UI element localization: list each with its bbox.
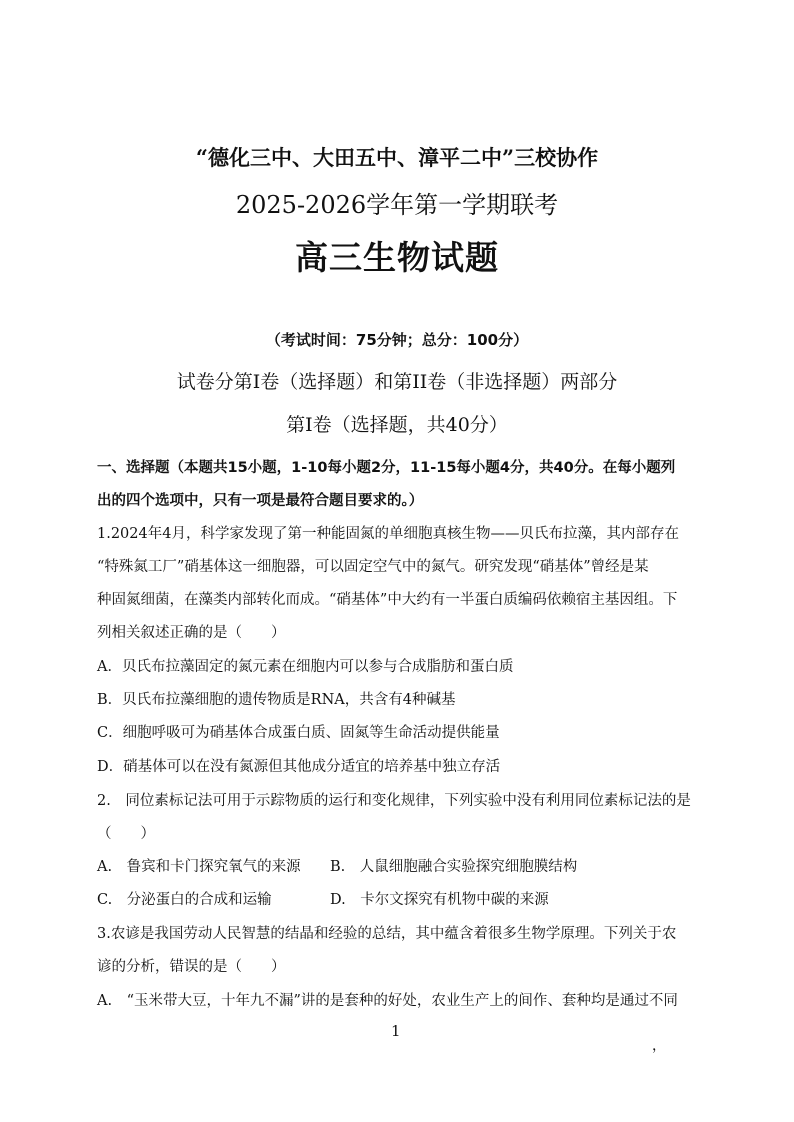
parts-note: 试卷分第Ⅰ卷（选择题）和第II卷（非选择题）两部分: [176, 371, 618, 393]
q2-option-d: D. 卡尔文探究有机物中碳的来源: [330, 892, 549, 908]
q3-stem-line1: 3.农谚是我国劳动人民智慧的结晶和经验的总结，其中蕴含着很多生物学原理。下列关于农: [97, 926, 677, 942]
q2-option-a: A. 鲁宾和卡门探究氧气的来源: [97, 859, 301, 875]
q2-stem-line1: 2. 同位素标记法可用于示踪物质的运行和变化规律，下列实验中没有利用同位素标记法的是: [97, 793, 691, 809]
q2-option-b: B. 人鼠细胞融合实验探究细胞膜结构: [330, 859, 578, 875]
page-title: 高三生物试题: [295, 238, 499, 277]
q1-stem-line3: 种固氮细菌，在藻类内部转化而成。“硝基体”中大约有一半蛋白质编码依赖宿主基因组。下: [97, 592, 678, 608]
q2-stem-line2: （ ）: [97, 826, 155, 842]
q1-option-d: D．硝基体可以在没有氮源但其他成分适宜的培养基中独立存活: [97, 759, 501, 775]
q3-stem-line2: 谚的分析，错误的是（ ）: [97, 959, 286, 975]
school-collab-title: “德化三中、大田五中、漳平二中”三校协作: [195, 145, 599, 170]
q3-option-a: A. “玉米带大豆，十年九不漏”讲的是套种的好处，农业生产上的间作、套种均是通过不同: [97, 993, 678, 1009]
q1-option-b: B．贝氏布拉藻细胞的遗传物质是RNA，共含有4种碱基: [97, 692, 456, 708]
part1-title: 第Ⅰ卷（选择题，共40分）: [286, 414, 508, 436]
section-instruction-line2: 出的四个选项中，只有一项是最符合题目要求的。）: [97, 493, 424, 509]
q1-stem-line1: 1.2024年4月，科学家发现了第一种能固氮的单细胞真核生物——贝氏布拉藻，其内部存在: [97, 526, 679, 542]
q1-option-a: A．贝氏布拉藻固定的氮元素在细胞内可以参与合成脂肪和蛋白质: [97, 659, 514, 675]
exam-info: （考试时间：75分钟；总分：100分）: [265, 331, 529, 349]
q2-option-c: C. 分泌蛋白的合成和运输: [97, 892, 272, 908]
q1-stem-line4: 列相关叙述正确的是（ ）: [97, 625, 286, 641]
q1-option-c: C．细胞呼吸可为硝基体合成蛋白质、固氮等生命活动提供能量: [97, 725, 500, 741]
exam-term-title: 2025-2026学年第一学期联考: [235, 191, 559, 219]
stray-mark: ，: [652, 1038, 666, 1054]
page-number: 1: [391, 1022, 401, 1040]
section-instruction-line1: 一、选择题（本题共15小题，1-10每小题2分，11-15每小题4分，共40分。在每小题列: [97, 460, 676, 476]
q1-stem-line2: “特殊氮工厂”硝基体这一细胞器，可以固定空气中的氮气。研究发现“硝基体”曾经是某: [97, 559, 649, 575]
